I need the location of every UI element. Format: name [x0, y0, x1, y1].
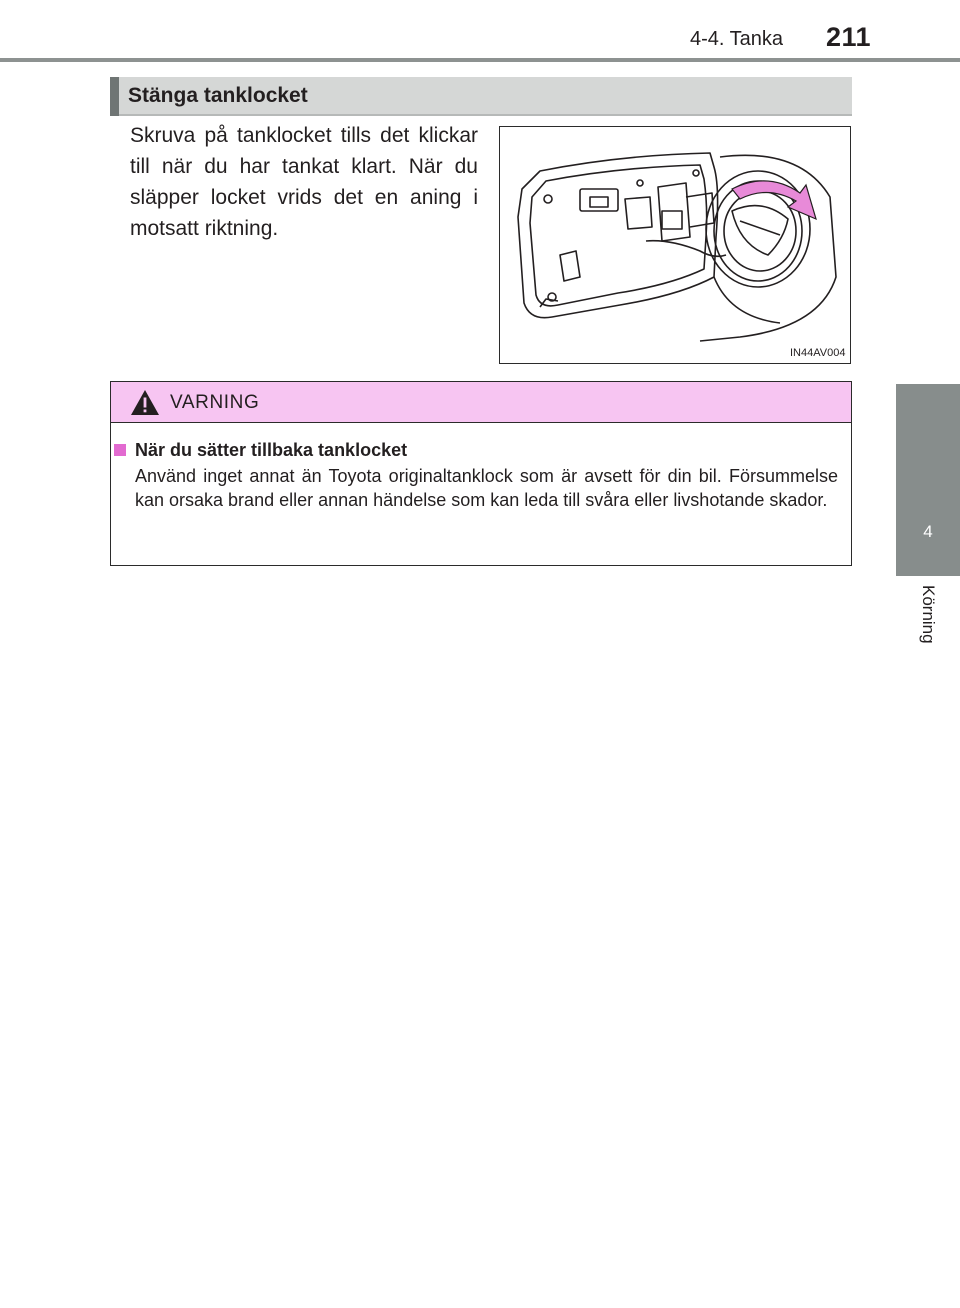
hinge-block [662, 211, 682, 229]
screw-4 [693, 170, 699, 176]
warning-title: VARNING [170, 392, 260, 413]
fuel-door-drawing [500, 127, 850, 363]
page-number: 211 [826, 22, 872, 52]
fuel-door-inner [530, 165, 707, 306]
header-rule [0, 58, 960, 62]
screw-3 [637, 180, 643, 186]
section-heading: Stänga tanklocket [128, 84, 308, 107]
door-bracket-1-inner [590, 197, 608, 207]
screw-1 [544, 195, 552, 203]
cap-tether [646, 241, 726, 257]
section-heading-accent [110, 77, 119, 116]
chapter-tab [896, 384, 960, 576]
warning-text: Använd inget annat än Toyota originaltanklock som är avsett för din bil. Försummelse kan orsaka brand eller annan händelse som kan leda till svåra eller livshotande skador. [135, 466, 838, 510]
square-bullet-icon [114, 444, 126, 456]
section-title: 4-4. Tanka [690, 28, 784, 50]
chapter-number: 4 [923, 522, 933, 541]
warning-triangle-icon [130, 389, 160, 416]
figure-code: IN44AV004 [790, 347, 846, 359]
body-panel-inner [714, 277, 780, 323]
door-bracket-2 [625, 197, 652, 229]
fuel-cap-illustration [499, 126, 851, 364]
hinge-arm [686, 193, 714, 227]
warning-subtitle: När du sätter tillbaka tanklocket [135, 440, 408, 460]
body-paragraph: Skruva på tanklocket tills det klickar till när du har tankat klart. När du släpper locket vrids det en aning i motsatt riktning. [130, 124, 478, 240]
door-latch [560, 251, 580, 281]
chapter-label [886, 585, 960, 675]
chapter-label-text: Körning [919, 585, 938, 644]
